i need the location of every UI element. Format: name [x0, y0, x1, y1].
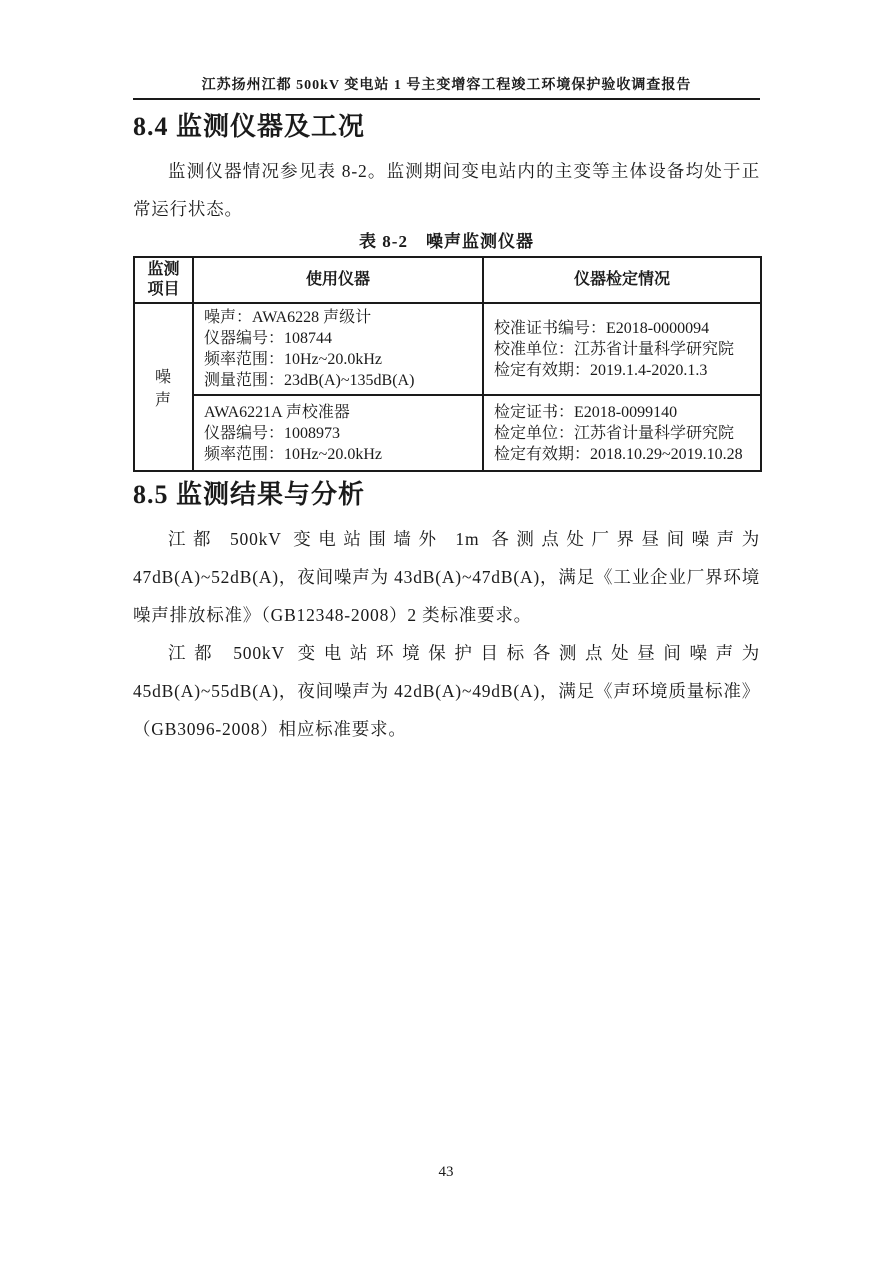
- cell-line: 校准证书编号：E2018-0000094: [494, 319, 710, 337]
- section-heading-8-5: 8.5 监测结果与分析: [133, 480, 366, 509]
- instrument-cell: [193, 303, 483, 395]
- section-heading-8-4: 8.4 监测仪器及工况: [133, 112, 366, 141]
- section-8-5-paragraph-2: 江都 500kV 变电站环境保护目标各测点处昼间噪声为 45dB(A)~55dB(A)，夜间噪声为 42dB(A)~49dB(A)，满足《声环境质量标准》（GB3096-2008）相应标准要求。: [133, 643, 760, 739]
- noise-monitoring-table: [133, 256, 762, 472]
- header-cell-verification: 仪器检定情况: [483, 257, 761, 303]
- cell-line: 检定有效期：2018.10.29~2019.10.28: [494, 445, 743, 463]
- table-caption: 表 8-2 噪声监测仪器: [359, 232, 534, 251]
- instrument-cell: [193, 395, 483, 471]
- header-cell-line: 项目: [147, 281, 180, 298]
- content-column: [133, 76, 760, 748]
- verification-cell: [483, 395, 761, 471]
- cell-line: 频率范围：10Hz~20.0kHz: [204, 351, 382, 368]
- cell-line: 检定证书：E2018-0099140: [494, 403, 678, 421]
- cell-line: 噪声：AWA6228 声级计: [204, 309, 372, 326]
- table-row: [134, 303, 761, 395]
- cell-line: 校准单位：江苏省计量科学研究院: [494, 340, 735, 358]
- cell-line: 检定有效期：2019.1.4-2020.1.3: [494, 361, 708, 379]
- section-8-4-paragraph: 监测仪器情况参见表 8-2。监测期间变电站内的主变等主体设备均处于正常运行状态。: [133, 161, 760, 219]
- verification-cell: [483, 303, 761, 395]
- cell-line: 检定单位：江苏省计量科学研究院: [494, 424, 735, 442]
- table-row: [134, 395, 761, 471]
- table-header-row: [134, 257, 761, 303]
- header-cell-line: 监测: [147, 261, 180, 278]
- cell-line: 频率范围：10Hz~20.0kHz: [204, 445, 382, 463]
- cell-line: 仪器编号：108744: [204, 330, 333, 347]
- header-cell-monitor-item: [134, 257, 193, 303]
- section-8-5-paragraph-1: 江都 500kV 变电站围墙外 1m 各测点处厂界昼间噪声为 47dB(A)~52dB(A)，夜间噪声为 43dB(A)~47dB(A)，满足《工业企业厂界环境噪声排放标准》（GB12348-2008）2 类标准要求。: [133, 529, 760, 625]
- page-header-title: 江苏扬州江都 500kV 变电站 1 号主变增容工程竣工环境保护验收调查报告: [133, 76, 760, 100]
- cell-line: AWA6221A 声校准器: [204, 403, 350, 421]
- header-cell-instrument: 使用仪器: [193, 257, 483, 303]
- cell-line: 测量范围：23dB(A)~135dB(A): [204, 372, 415, 389]
- page-number: 43: [438, 1164, 454, 1180]
- cell-line: 仪器编号：1008973: [204, 424, 341, 442]
- monitor-item-cell: 噪 声: [134, 303, 193, 471]
